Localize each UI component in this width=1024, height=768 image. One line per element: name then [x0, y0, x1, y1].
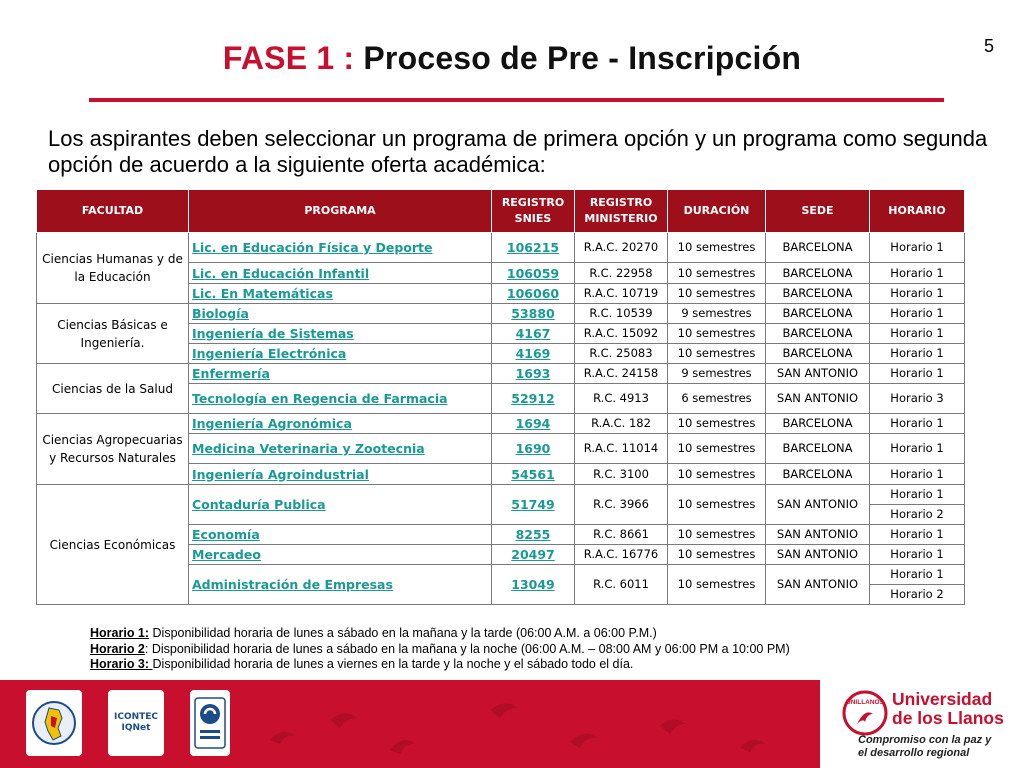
horario-cell: Horario 1: [870, 414, 965, 434]
table-header-row: [37, 190, 965, 233]
horario-cell: Horario 1: [870, 233, 965, 263]
duracion-cell: 9 semestres: [668, 304, 766, 324]
ministerio-cell: R.C. 22958: [575, 263, 668, 284]
motto-line2: el desarrollo regional: [858, 747, 970, 759]
snies-link[interactable]: 4169: [492, 344, 575, 364]
header-registro-snies: [492, 190, 575, 233]
note-horario-3: [90, 657, 790, 673]
ministerio-cell: R.A.C. 11014: [575, 434, 668, 464]
ministerio-cell: R.A.C. 16776: [575, 545, 668, 565]
program-link[interactable]: Ingeniería Agronómica: [189, 414, 492, 434]
snies-link[interactable]: 54561: [492, 464, 575, 485]
sede-cell: BARCELONA: [766, 263, 870, 284]
seal-lettering: UNILLANOS: [846, 699, 884, 706]
sede-cell: SAN ANTONIO: [766, 485, 870, 525]
header-sede: SEDE: [766, 190, 870, 233]
snies-link[interactable]: 20497: [492, 545, 575, 565]
table-row: [37, 304, 965, 324]
program-link[interactable]: Ingeniería de Sistemas: [189, 324, 492, 344]
note-text: : Disponibilidad horaria de lunes a sábado en la mañana y la noche (06:00 A.M. – 08:00 AM y 06:00 PM a 10:00 PM): [144, 641, 790, 656]
duracion-cell: 10 semestres: [668, 324, 766, 344]
header-facultad: FACULTAD: [37, 190, 189, 233]
horario-cell: Horario 1: [870, 263, 965, 284]
program-link[interactable]: Contaduría Publica: [189, 485, 492, 525]
horario-cell: Horario 1: [870, 344, 965, 364]
faculty-cell: Ciencias Humanas y de la Educación: [37, 233, 189, 304]
duracion-cell: 10 semestres: [668, 565, 766, 605]
schedule-notes: [90, 626, 790, 673]
duracion-cell: 10 semestres: [668, 414, 766, 434]
duracion-cell: 10 semestres: [668, 233, 766, 263]
table-row: [37, 485, 965, 505]
horario-cell: Horario 3: [870, 384, 965, 414]
program-link[interactable]: Ingeniería Agroindustrial: [189, 464, 492, 485]
faculty-cell: Ciencias Básicas e Ingeniería.: [37, 304, 189, 364]
note-horario-2: [90, 642, 790, 658]
note-key: Horario 2: [90, 641, 145, 656]
sede-cell: SAN ANTONIO: [766, 364, 870, 384]
header-duracion: DURACIÓN: [668, 190, 766, 233]
snies-link[interactable]: 1693: [492, 364, 575, 384]
header-horario: HORARIO: [870, 190, 965, 233]
snies-link[interactable]: 8255: [492, 525, 575, 545]
ministerio-cell: R.C. 25083: [575, 344, 668, 364]
iqnet-logo-text: ICONTEC IQNet: [113, 712, 159, 733]
ministerio-cell: R.C. 4913: [575, 384, 668, 414]
university-name-line1: Universidad: [892, 689, 993, 709]
faculty-cell: Ciencias de la Salud: [37, 364, 189, 414]
ministerio-cell: R.C. 3100: [575, 464, 668, 485]
colombia-map-logo-icon: [26, 690, 82, 756]
icontec-iqnet-logo-icon: [108, 690, 164, 756]
ministerio-cell: R.C. 3966: [575, 485, 668, 525]
sede-cell: SAN ANTONIO: [766, 565, 870, 605]
header-snies-line2: SNIES: [514, 212, 552, 225]
program-link[interactable]: Economía: [189, 525, 492, 545]
header-programa: PROGRAMA: [189, 190, 492, 233]
duracion-cell: 10 semestres: [668, 434, 766, 464]
horario-cell: Horario 1: [870, 284, 965, 304]
sede-cell: BARCELONA: [766, 464, 870, 485]
slide-number: 5: [983, 36, 994, 56]
note-text: Disponibilidad horaria de lunes a viernes en la tarde y la noche y el sábado todo el día.: [152, 657, 634, 671]
program-link[interactable]: Lic. en Educación Infantil: [189, 263, 492, 284]
table-row: [37, 233, 965, 263]
duracion-cell: 10 semestres: [668, 464, 766, 485]
table-row: [37, 414, 965, 434]
sede-cell: BARCELONA: [766, 233, 870, 263]
title-lead: FASE 1 :: [222, 40, 355, 76]
university-logo: [840, 690, 1020, 760]
ministerio-cell: R.A.C. 20270: [575, 233, 668, 263]
ministerio-cell: R.A.C. 182: [575, 414, 668, 434]
ministerio-cell: R.A.C. 10719: [575, 284, 668, 304]
snies-link[interactable]: 106215: [492, 233, 575, 263]
snies-link[interactable]: 106060: [492, 284, 575, 304]
sede-cell: SAN ANTONIO: [766, 545, 870, 565]
motto-line1: Compromiso con la paz y: [858, 734, 992, 746]
program-link[interactable]: Ingeniería Electrónica: [189, 344, 492, 364]
faculty-cell: Ciencias Agropecuarias y Recursos Naturales: [37, 414, 189, 485]
sede-cell: BARCELONA: [766, 324, 870, 344]
duracion-cell: 10 semestres: [668, 344, 766, 364]
ministerio-cell: R.C. 8661: [575, 525, 668, 545]
sede-cell: SAN ANTONIO: [766, 525, 870, 545]
snies-link[interactable]: 51749: [492, 485, 575, 525]
horario-cell: Horario 1: [870, 525, 965, 545]
university-motto: [858, 734, 991, 760]
program-link[interactable]: Enfermería: [189, 364, 492, 384]
university-name: [892, 690, 1004, 728]
snies-link[interactable]: 53880: [492, 304, 575, 324]
snies-link[interactable]: 106059: [492, 263, 575, 284]
faculty-cell: Ciencias Económicas: [37, 485, 189, 605]
sede-cell: BARCELONA: [766, 414, 870, 434]
note-text: Disponibilidad horaria de lunes a sábado en la mañana y la tarde (06:00 A.M. a 06:00 P.M.): [149, 626, 657, 640]
horario-cell: Horario 1: [870, 324, 965, 344]
header-snies-line1: REGISTRO: [501, 196, 565, 209]
horario-cell: Horario 1: [870, 485, 965, 505]
duracion-cell: 10 semestres: [668, 263, 766, 284]
university-name-line2: de los Llanos: [892, 708, 1004, 728]
snies-link[interactable]: 13049: [492, 565, 575, 605]
program-link[interactable]: Lic. En Matemáticas: [189, 284, 492, 304]
sede-cell: BARCELONA: [766, 304, 870, 324]
header-registro-ministerio: [575, 190, 668, 233]
snies-link[interactable]: 4167: [492, 324, 575, 344]
birds-decoration-icon: [240, 680, 820, 768]
page-title: [0, 40, 1024, 77]
duracion-cell: 10 semestres: [668, 545, 766, 565]
program-link[interactable]: Tecnología en Regencia de Farmacia: [189, 384, 492, 414]
header-min-line2: MINISTERIO: [584, 212, 658, 225]
horario-cell: Horario 1: [870, 304, 965, 324]
horario-cell: Horario 2: [870, 505, 965, 525]
duracion-cell: 10 semestres: [668, 485, 766, 525]
ministerio-cell: R.C. 6011: [575, 565, 668, 605]
program-link[interactable]: Medicina Veterinaria y Zootecnia: [189, 434, 492, 464]
sede-cell: SAN ANTONIO: [766, 384, 870, 414]
horario-cell: Horario 2: [870, 585, 965, 605]
sede-cell: BARCELONA: [766, 434, 870, 464]
horario-cell: Horario 1: [870, 364, 965, 384]
duracion-cell: 6 semestres: [668, 384, 766, 414]
header-min-line1: REGISTRO: [589, 196, 653, 209]
ministerio-cell: R.C. 10539: [575, 304, 668, 324]
intro-text: Los aspirantes deben seleccionar un programa de primera opción y un programa como segunda opción de acuerdo a la siguiente oferta académica:: [48, 126, 988, 177]
snies-link[interactable]: 1694: [492, 414, 575, 434]
program-link[interactable]: Administración de Empresas: [189, 565, 492, 605]
sede-cell: BARCELONA: [766, 284, 870, 304]
duracion-cell: 9 semestres: [668, 364, 766, 384]
horario-cell: Horario 1: [870, 565, 965, 585]
title-rest: Proceso de Pre - Inscripción: [363, 40, 802, 76]
duracion-cell: 10 semestres: [668, 284, 766, 304]
title-underline: [89, 98, 944, 102]
academic-offer-table: [36, 189, 965, 605]
ministerio-cell: R.A.C. 15092: [575, 324, 668, 344]
iso-certification-logo-icon: [190, 690, 230, 756]
horario-cell: Horario 1: [870, 434, 965, 464]
snies-link[interactable]: 1690: [492, 434, 575, 464]
table-row: [37, 364, 965, 384]
university-seal-icon: [840, 690, 890, 736]
snies-link[interactable]: 52912: [492, 384, 575, 414]
program-link[interactable]: Mercadeo: [189, 545, 492, 565]
ministerio-cell: R.A.C. 24158: [575, 364, 668, 384]
horario-cell: Horario 1: [870, 464, 965, 485]
sede-cell: BARCELONA: [766, 344, 870, 364]
horario-cell: Horario 1: [870, 545, 965, 565]
note-horario-1: [90, 626, 790, 642]
program-link[interactable]: Biología: [189, 304, 492, 324]
duracion-cell: 10 semestres: [668, 525, 766, 545]
note-key: Horario 1:: [90, 626, 150, 640]
program-link[interactable]: Lic. en Educación Física y Deporte: [189, 233, 492, 263]
note-key: Horario 3:: [90, 657, 153, 671]
